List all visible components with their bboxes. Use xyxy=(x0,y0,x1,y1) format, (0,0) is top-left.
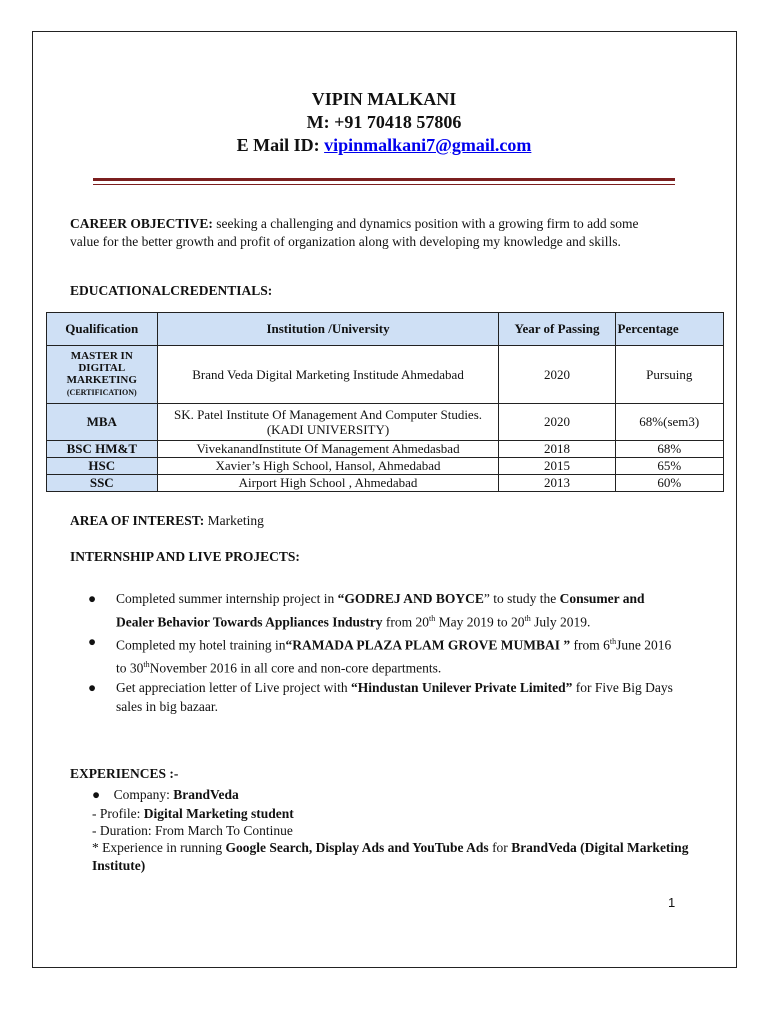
ordinal-suffix: th xyxy=(524,613,531,623)
phone-number: M: +91 70418 57806 xyxy=(306,112,462,132)
objective-text: seeking a challenging and dynamics position with a growing firm to add some value for the better growth and profit of organization along with developing my knowledge and skills. xyxy=(70,216,639,249)
experience-detail xyxy=(92,839,692,874)
table-header-row xyxy=(47,313,724,346)
experience-duration: - Duration: From March To Continue xyxy=(92,823,293,838)
column-header: Institution /University xyxy=(157,313,499,346)
bullet-icon: ● xyxy=(88,679,97,695)
item-bold: “Hindustan Unilever Private Limited” xyxy=(351,679,573,695)
email-link[interactable]: vipinmalkani7@gmail.com xyxy=(324,135,532,155)
table-row xyxy=(47,346,724,404)
company-name: BrandVeda xyxy=(173,787,239,802)
ordinal-suffix: th xyxy=(429,613,436,623)
item-text: for Five Big Days sales in big bazaar. xyxy=(116,679,673,714)
percent-cell: Pursuing xyxy=(615,346,723,404)
company-label: Company: xyxy=(113,787,174,802)
qualification-text: MASTER IN DIGITAL MARKETING xyxy=(66,350,137,386)
detail-bold: Google Search, Display Ads and YouTube Ads xyxy=(225,840,489,855)
qualification-cell: MBA xyxy=(47,404,158,441)
education-heading: EDUCATIONALCREDENTIALS: xyxy=(70,283,273,298)
profile-value: Digital Marketing student xyxy=(143,806,294,821)
institution-cell: Airport High School , Ahmedabad xyxy=(157,475,499,492)
item-text: Get appreciation letter of Live project with xyxy=(116,679,352,695)
candidate-name: VIPIN MALKANI xyxy=(311,89,457,109)
experience-profile xyxy=(92,805,712,823)
year-cell: 2013 xyxy=(499,475,615,492)
qualification-note: (CERTIFICATION) xyxy=(66,388,137,397)
qualification-cell: HSC xyxy=(47,458,158,475)
column-header: Percentage xyxy=(615,313,723,346)
ordinal-suffix: th xyxy=(143,659,150,669)
detail-bold: BrandVeda (Digital Marketing Institute) xyxy=(92,840,689,873)
email-line xyxy=(0,135,768,156)
item-text: from 6 xyxy=(570,637,610,652)
table-row xyxy=(47,458,724,475)
item-text: from 20 xyxy=(382,614,430,629)
percent-cell: 68%(sem3) xyxy=(615,404,723,441)
institution-cell: SK. Patel Institute Of Management And Computer Studies. (KADI UNIVERSITY) xyxy=(157,404,499,441)
interest-heading: AREA OF INTEREST: xyxy=(70,513,205,528)
objective-heading: CAREER OBJECTIVE: xyxy=(70,216,213,231)
item-text: November 2016 in all core and non-core departments. xyxy=(149,660,442,675)
internship-heading: INTERNSHIP AND LIVE PROJECTS: xyxy=(70,549,300,564)
internship-list xyxy=(88,589,678,717)
interest-text: Marketing xyxy=(204,513,264,528)
institution-cell: VivekanandInstitute Of Management Ahmedasbad xyxy=(157,441,499,458)
detail-text: Experience in running xyxy=(98,840,226,855)
list-item xyxy=(88,678,678,717)
star-icon: * xyxy=(92,840,99,855)
education-table xyxy=(46,312,724,492)
profile-label: - Profile: xyxy=(92,806,144,821)
experience-heading: EXPERIENCES :- xyxy=(70,766,179,781)
year-cell: 2020 xyxy=(499,404,615,441)
item-text: Completed my hotel training in xyxy=(116,637,286,652)
bullet-icon: ● xyxy=(88,591,97,606)
list-item xyxy=(88,589,678,632)
detail-text: for xyxy=(488,840,512,855)
header-rule xyxy=(93,178,675,181)
item-text: July 2019. xyxy=(530,614,591,629)
table-row xyxy=(47,441,724,458)
item-text: ” to study the xyxy=(483,591,560,606)
item-text: May 2019 to 20 xyxy=(435,614,525,629)
item-bold: Consumer and Dealer Behavior Towards Appliances Industry xyxy=(116,591,645,629)
column-header: Qualification xyxy=(47,313,158,346)
percent-cell: 68% xyxy=(615,441,723,458)
page-number: 1 xyxy=(668,895,676,910)
qualification-cell: BSC HM&T xyxy=(47,441,158,458)
item-bold: “RAMADA PLAZA PLAM GROVE MUMBAI ” xyxy=(285,637,571,652)
percent-cell: 65% xyxy=(615,458,723,475)
table-row xyxy=(47,404,724,441)
institution-cell: Brand Veda Digital Marketing Institude Ahmedabad xyxy=(157,346,499,404)
experience-company xyxy=(92,786,712,804)
qualification-cell: SSC xyxy=(47,475,158,492)
table-row xyxy=(47,475,724,492)
year-cell: 2015 xyxy=(499,458,615,475)
ordinal-suffix: th xyxy=(609,636,617,646)
year-cell: 2018 xyxy=(499,441,615,458)
bullet-icon: ● xyxy=(92,787,101,802)
email-label: E Mail ID: xyxy=(236,135,325,155)
area-of-interest xyxy=(70,513,264,529)
qualification-cell xyxy=(47,346,158,404)
career-objective xyxy=(70,215,670,250)
column-header: Year of Passing xyxy=(499,313,615,346)
year-cell: 2020 xyxy=(499,346,615,404)
bullet-icon: ● xyxy=(88,633,97,649)
list-item xyxy=(88,632,678,678)
percent-cell: 60% xyxy=(615,475,723,492)
header-rule-thin xyxy=(93,184,675,185)
item-text: Completed summer internship project in xyxy=(116,591,338,606)
item-text: June 2016 to 30 xyxy=(116,637,672,675)
item-bold: “GODREJ AND BOYCE xyxy=(337,591,484,606)
institution-cell: Xavier’s High School, Hansol, Ahmedabad xyxy=(157,458,499,475)
